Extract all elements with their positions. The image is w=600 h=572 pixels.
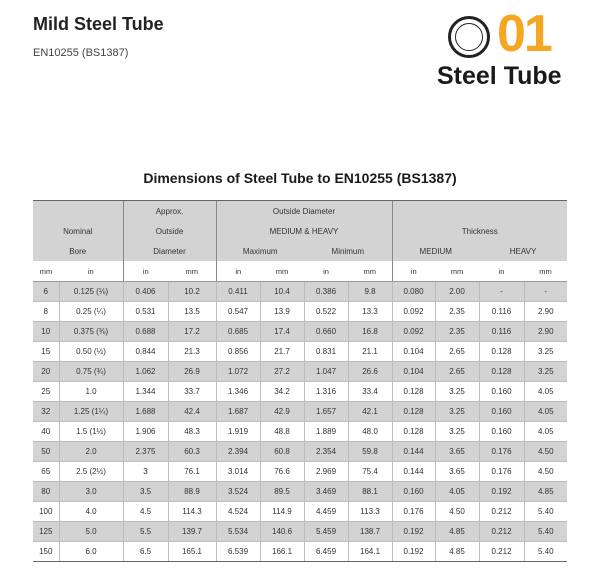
table-cell: 0.50 (½)	[59, 342, 123, 362]
table-cell: 2.90	[524, 322, 567, 342]
table-cell: 33.4	[348, 382, 392, 402]
dimensions-table	[33, 200, 567, 562]
table-cell: 21.7	[260, 342, 304, 362]
table-cell: 0.547	[216, 302, 260, 322]
table-cell: 33.7	[168, 382, 216, 402]
table-cell: 100	[33, 502, 59, 522]
table-cell: 40	[33, 422, 59, 442]
table-cell: 89.5	[260, 482, 304, 502]
table-row	[33, 462, 567, 482]
table-cell: 114.9	[260, 502, 304, 522]
unit-label: mm	[260, 261, 304, 282]
table-cell: 0.192	[479, 482, 524, 502]
table-cell: 6.0	[59, 542, 123, 562]
page-subtitle: EN10255 (BS1387)	[33, 47, 129, 59]
table-cell: 1.657	[304, 402, 348, 422]
table-cell: 48.8	[260, 422, 304, 442]
table-cell: 26.6	[348, 362, 392, 382]
table-cell: -	[479, 282, 524, 302]
table-cell: 0.212	[479, 542, 524, 562]
table-cell: 59.8	[348, 442, 392, 462]
table-cell: 0.660	[304, 322, 348, 342]
table-cell: 3.25	[435, 402, 479, 422]
table-cell: 0.092	[392, 302, 435, 322]
table-cell: 48.3	[168, 422, 216, 442]
table-cell: 3.524	[216, 482, 260, 502]
table-cell: 0.144	[392, 462, 435, 482]
table-cell: 3.014	[216, 462, 260, 482]
table-cell: 5.534	[216, 522, 260, 542]
unit-label: mm	[168, 261, 216, 282]
table-body	[33, 282, 567, 562]
table-cell: 2.354	[304, 442, 348, 462]
table-cell: 3.469	[304, 482, 348, 502]
table-cell: 10.2	[168, 282, 216, 302]
table-cell: 50	[33, 442, 59, 462]
header-blank	[33, 201, 123, 222]
table-cell: 4.50	[524, 462, 567, 482]
unit-label: mm	[524, 261, 567, 282]
table-cell: 125	[33, 522, 59, 542]
table-title: Dimensions of Steel Tube to EN10255 (BS1387)	[143, 170, 457, 186]
unit-label: mm	[33, 261, 59, 282]
table-cell: 2.90	[524, 302, 567, 322]
table-cell: 5.0	[59, 522, 123, 542]
table-cell: 3.25	[435, 382, 479, 402]
table-cell: 20	[33, 362, 59, 382]
table-cell: 2.00	[435, 282, 479, 302]
unit-label: in	[392, 261, 435, 282]
table-cell: 0.25 (¼)	[59, 302, 123, 322]
table-row	[33, 542, 567, 562]
table-cell: 5.40	[524, 522, 567, 542]
table-cell: 5.40	[524, 542, 567, 562]
table-cell: 88.9	[168, 482, 216, 502]
header-thickness: Thickness	[392, 221, 567, 241]
table-cell: 0.160	[479, 422, 524, 442]
header-heavy: HEAVY	[479, 241, 567, 261]
table-cell: 4.85	[435, 522, 479, 542]
header-medium-heavy: MEDIUM & HEAVY	[216, 221, 392, 241]
table-cell: 3.25	[524, 362, 567, 382]
table-cell: 3.0	[59, 482, 123, 502]
table-cell: 3.25	[524, 342, 567, 362]
table-cell: 0.080	[392, 282, 435, 302]
table-cell: 0.144	[392, 442, 435, 462]
table-cell: 1.346	[216, 382, 260, 402]
table-cell: 140.6	[260, 522, 304, 542]
table-cell: 165.1	[168, 542, 216, 562]
header-medium: MEDIUM	[392, 241, 479, 261]
table-cell: 1.919	[216, 422, 260, 442]
table-cell: 0.531	[123, 302, 168, 322]
unit-label: in	[304, 261, 348, 282]
table-cell: 42.1	[348, 402, 392, 422]
table-cell: 3.5	[123, 482, 168, 502]
table-cell: 0.125 (⅛)	[59, 282, 123, 302]
table-cell: 0.856	[216, 342, 260, 362]
table-cell: 0.176	[392, 502, 435, 522]
table-cell: 2.65	[435, 362, 479, 382]
table-cell: 2.375	[123, 442, 168, 462]
table-row	[33, 482, 567, 502]
table-cell: 0.75 (¾)	[59, 362, 123, 382]
header-approx-1: Approx.	[123, 201, 216, 222]
table-cell: 13.5	[168, 302, 216, 322]
table-cell: 0.411	[216, 282, 260, 302]
table-cell: 1.072	[216, 362, 260, 382]
table-cell: 1.25 (1¼)	[59, 402, 123, 422]
table-cell: 0.160	[479, 382, 524, 402]
table-cell: 8	[33, 302, 59, 322]
table-cell: 0.116	[479, 302, 524, 322]
table-cell: 4.50	[524, 442, 567, 462]
table-cell: 0.176	[479, 462, 524, 482]
table-row	[33, 502, 567, 522]
unit-label: in	[123, 261, 168, 282]
table-cell: 65	[33, 462, 59, 482]
table-cell: 0.104	[392, 362, 435, 382]
table-cell: 6.5	[123, 542, 168, 562]
table-cell: 4.0	[59, 502, 123, 522]
table-cell: 4.05	[435, 482, 479, 502]
table-row	[33, 382, 567, 402]
table-cell: 5.459	[304, 522, 348, 542]
table-cell: 26.9	[168, 362, 216, 382]
table-cell: 0.160	[479, 402, 524, 422]
table-cell: 0.522	[304, 302, 348, 322]
table-cell: 1.316	[304, 382, 348, 402]
table-row	[33, 302, 567, 322]
table-cell: 3.65	[435, 462, 479, 482]
table-cell: 166.1	[260, 542, 304, 562]
table-cell: 6.539	[216, 542, 260, 562]
unit-label: mm	[435, 261, 479, 282]
table-cell: 21.1	[348, 342, 392, 362]
table-cell: 10	[33, 322, 59, 342]
table-cell: 13.3	[348, 302, 392, 322]
table-cell: 60.3	[168, 442, 216, 462]
table-cell: 16.8	[348, 322, 392, 342]
table-cell: 0.212	[479, 502, 524, 522]
table-cell: 0.688	[123, 322, 168, 342]
page-title: Mild Steel Tube	[33, 14, 164, 34]
table-cell: 1.688	[123, 402, 168, 422]
table-cell: 2.5 (2½)	[59, 462, 123, 482]
table-cell: 0.128	[392, 422, 435, 442]
table-row	[33, 342, 567, 362]
table-cell: 0.192	[392, 542, 435, 562]
table-cell: 5.40	[524, 502, 567, 522]
table-cell: 0.386	[304, 282, 348, 302]
table-cell: 27.2	[260, 362, 304, 382]
tube-cross-section-icon	[448, 16, 490, 58]
table-cell: 164.1	[348, 542, 392, 562]
table-cell: 4.85	[435, 542, 479, 562]
table-cell: 88.1	[348, 482, 392, 502]
table-cell: 0.104	[392, 342, 435, 362]
table-cell: 76.6	[260, 462, 304, 482]
table-cell: 4.50	[435, 502, 479, 522]
table-row	[33, 402, 567, 422]
table-cell: 0.212	[479, 522, 524, 542]
unit-label: in	[479, 261, 524, 282]
table-cell: 4.524	[216, 502, 260, 522]
logo-number: 01	[497, 5, 551, 63]
table-cell: 42.4	[168, 402, 216, 422]
table-cell: 32	[33, 402, 59, 422]
table-cell: 6.459	[304, 542, 348, 562]
table-cell: 3.65	[435, 442, 479, 462]
table-cell: 139.7	[168, 522, 216, 542]
table-cell: 0.685	[216, 322, 260, 342]
table-cell: 21.3	[168, 342, 216, 362]
table-cell: 113.3	[348, 502, 392, 522]
table-cell: 17.4	[260, 322, 304, 342]
table-row	[33, 282, 567, 302]
table-cell: 80	[33, 482, 59, 502]
header-approx-2: Outside	[123, 221, 216, 241]
table-cell: 0.128	[392, 382, 435, 402]
table-cell: 1.062	[123, 362, 168, 382]
header-blank	[392, 201, 567, 222]
table-cell: 1.0	[59, 382, 123, 402]
table-cell: 34.2	[260, 382, 304, 402]
table-cell: 0.844	[123, 342, 168, 362]
table-cell: 0.831	[304, 342, 348, 362]
table-cell: 48.0	[348, 422, 392, 442]
table-cell: 150	[33, 542, 59, 562]
table-cell: 1.344	[123, 382, 168, 402]
table-cell: 9.8	[348, 282, 392, 302]
table-cell: 3	[123, 462, 168, 482]
table-cell: 75.4	[348, 462, 392, 482]
table-cell: 2.35	[435, 322, 479, 342]
table-cell: 0.160	[392, 482, 435, 502]
logo-text: Steel Tube	[437, 62, 562, 90]
table-cell: 0.192	[392, 522, 435, 542]
table-cell: 2.969	[304, 462, 348, 482]
header-outside-diameter: Outside Diameter	[216, 201, 392, 222]
table-cell: 1.5 (1½)	[59, 422, 123, 442]
table-cell: 114.3	[168, 502, 216, 522]
table-row	[33, 322, 567, 342]
table-cell: -	[524, 282, 567, 302]
header-nominal: Nominal	[33, 221, 123, 241]
table-cell: 3.25	[435, 422, 479, 442]
table-cell: 2.394	[216, 442, 260, 462]
table-cell: 0.128	[479, 342, 524, 362]
table-cell: 17.2	[168, 322, 216, 342]
table-cell: 0.375 (⅜)	[59, 322, 123, 342]
unit-label: in	[216, 261, 260, 282]
table-cell: 4.5	[123, 502, 168, 522]
table-cell: 4.05	[524, 382, 567, 402]
table-row	[33, 362, 567, 382]
table-cell: 10.4	[260, 282, 304, 302]
table-row	[33, 522, 567, 542]
header-minimum: Minimum	[304, 241, 392, 261]
table-cell: 4.85	[524, 482, 567, 502]
table-cell: 1.906	[123, 422, 168, 442]
table-cell: 25	[33, 382, 59, 402]
table-cell: 42.9	[260, 402, 304, 422]
table-cell: 0.406	[123, 282, 168, 302]
table-cell: 2.0	[59, 442, 123, 462]
table-cell: 1.047	[304, 362, 348, 382]
table-cell: 2.35	[435, 302, 479, 322]
table-cell: 76.1	[168, 462, 216, 482]
header-bore: Bore	[33, 241, 123, 261]
table-cell: 1.687	[216, 402, 260, 422]
table-cell: 6	[33, 282, 59, 302]
unit-label: mm	[348, 261, 392, 282]
table-cell: 5.5	[123, 522, 168, 542]
table-cell: 0.092	[392, 322, 435, 342]
unit-label: in	[59, 261, 123, 282]
table-row	[33, 422, 567, 442]
table-cell: 0.176	[479, 442, 524, 462]
table-cell: 15	[33, 342, 59, 362]
table-cell: 1.889	[304, 422, 348, 442]
table-cell: 4.05	[524, 402, 567, 422]
table-cell: 4.05	[524, 422, 567, 442]
table-cell: 138.7	[348, 522, 392, 542]
table-cell: 13.9	[260, 302, 304, 322]
table-row	[33, 442, 567, 462]
table-cell: 0.116	[479, 322, 524, 342]
header-maximum: Maximum	[216, 241, 304, 261]
table-cell: 0.128	[479, 362, 524, 382]
table-cell: 4.459	[304, 502, 348, 522]
table-cell: 0.128	[392, 402, 435, 422]
table-cell: 2.65	[435, 342, 479, 362]
table-cell: 60.8	[260, 442, 304, 462]
header-approx-3: Diameter	[123, 241, 216, 261]
